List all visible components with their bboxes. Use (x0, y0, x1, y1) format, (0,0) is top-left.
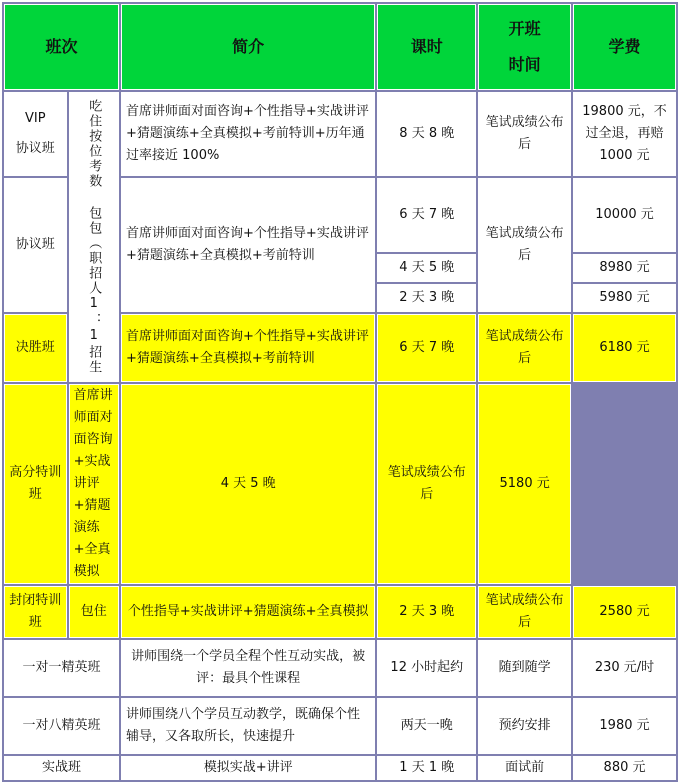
header-start (478, 4, 571, 90)
protocol-fee-3: 5980 元 (573, 284, 676, 312)
closed-hours: 2 天 3 晚 (377, 586, 476, 638)
vip-name (4, 92, 67, 176)
protocol-fee-1: 10000 元 (573, 178, 676, 252)
one-one-fee: 230 元/时 (573, 640, 676, 696)
vip-hours: 8 天 8 晚 (377, 92, 476, 176)
protocol-intro: 首席讲师面对面咨询+个性指导+实战讲评+猜题演练+全真模拟+考前特训 (121, 178, 375, 312)
one-one-name: 一对一精英班 (4, 640, 119, 696)
protocol-fee-2: 8980 元 (573, 254, 676, 282)
shared-board-label (69, 92, 119, 382)
high-fee: 5180 元 (478, 384, 571, 584)
vip-intro: 首席讲师面对面咨询+个性指导+实战讲评+猜题演练+全真模拟+考前特训+历年通过率接近 100% (121, 92, 375, 176)
row-vip (4, 92, 676, 176)
practice-hours: 1 天 1 晚 (377, 756, 476, 780)
one-eight-hours: 两天一晚 (377, 698, 476, 754)
vip-start: 笔试成绩公布后 (478, 92, 571, 176)
header-fee: 学费 (573, 4, 676, 90)
course-price-table (2, 2, 678, 782)
practice-start: 面试前 (478, 756, 571, 780)
header-intro: 简介 (121, 4, 375, 90)
one-eight-name: 一对八精英班 (4, 698, 119, 754)
one-eight-start: 预约安排 (478, 698, 571, 754)
decisive-hours: 6 天 7 晚 (377, 314, 476, 382)
row-practice (4, 756, 676, 780)
protocol-hours-2: 4 天 5 晚 (377, 254, 476, 282)
row-closed (4, 586, 676, 638)
one-one-start: 随到随学 (478, 640, 571, 696)
closed-board: 包住 (69, 586, 119, 638)
row-one-on-eight (4, 698, 676, 754)
protocol-start: 笔试成绩公布后 (478, 178, 571, 312)
high-intro: 首席讲师面对面咨询+实战讲评+猜题演练+全真模拟 (69, 384, 119, 584)
one-eight-fee: 1980 元 (573, 698, 676, 754)
header-start-text: 开班 时间 (508, 19, 541, 74)
one-eight-intro: 讲师围绕八个学员互动教学，既确保个性辅导，又各取所长，快速提升 (121, 698, 375, 754)
practice-intro: 模拟实战+讲评 (121, 756, 375, 780)
practice-fee: 880 元 (573, 756, 676, 780)
high-start: 笔试成绩公布后 (377, 384, 476, 584)
decisive-intro: 首席讲师面对面咨询+个性指导+实战讲评+猜题演练+全真模拟+考前特训 (121, 314, 375, 382)
high-hours: 4 天 5 晚 (121, 384, 375, 584)
vip-fee: 19800 元，不过全退，再赔 1000 元 (573, 92, 676, 176)
decisive-name: 决胜班 (4, 314, 67, 382)
one-one-intro: 讲师围绕一个学员全程个性互动实战，被评：最具个性课程 (121, 640, 375, 696)
high-name: 高分特训班 (4, 384, 67, 584)
closed-start: 笔试成绩公布后 (478, 586, 571, 638)
closed-intro: 个性指导+实战讲评+猜题演练+全真模拟 (121, 586, 375, 638)
decisive-start: 笔试成绩公布后 (478, 314, 571, 382)
row-high-score (4, 384, 676, 584)
protocol-hours-1: 6 天 7 晚 (377, 178, 476, 252)
protocol-hours-3: 2 天 3 晚 (377, 284, 476, 312)
decisive-fee: 6180 元 (573, 314, 676, 382)
vip-name-text: VIP 协议班 (15, 111, 55, 156)
header-row (4, 4, 676, 90)
shared-board-text: 吃住按位考数 包包（职招人1：1招生 (86, 99, 102, 375)
closed-fee: 2580 元 (573, 586, 676, 638)
closed-name: 封闭特训班 (4, 586, 67, 638)
one-one-hours: 12 小时起约 (377, 640, 476, 696)
protocol-name: 协议班 (4, 178, 67, 312)
row-one-on-one (4, 640, 676, 696)
header-hours: 课时 (377, 4, 476, 90)
practice-name: 实战班 (4, 756, 119, 780)
header-class: 班次 (4, 4, 119, 90)
